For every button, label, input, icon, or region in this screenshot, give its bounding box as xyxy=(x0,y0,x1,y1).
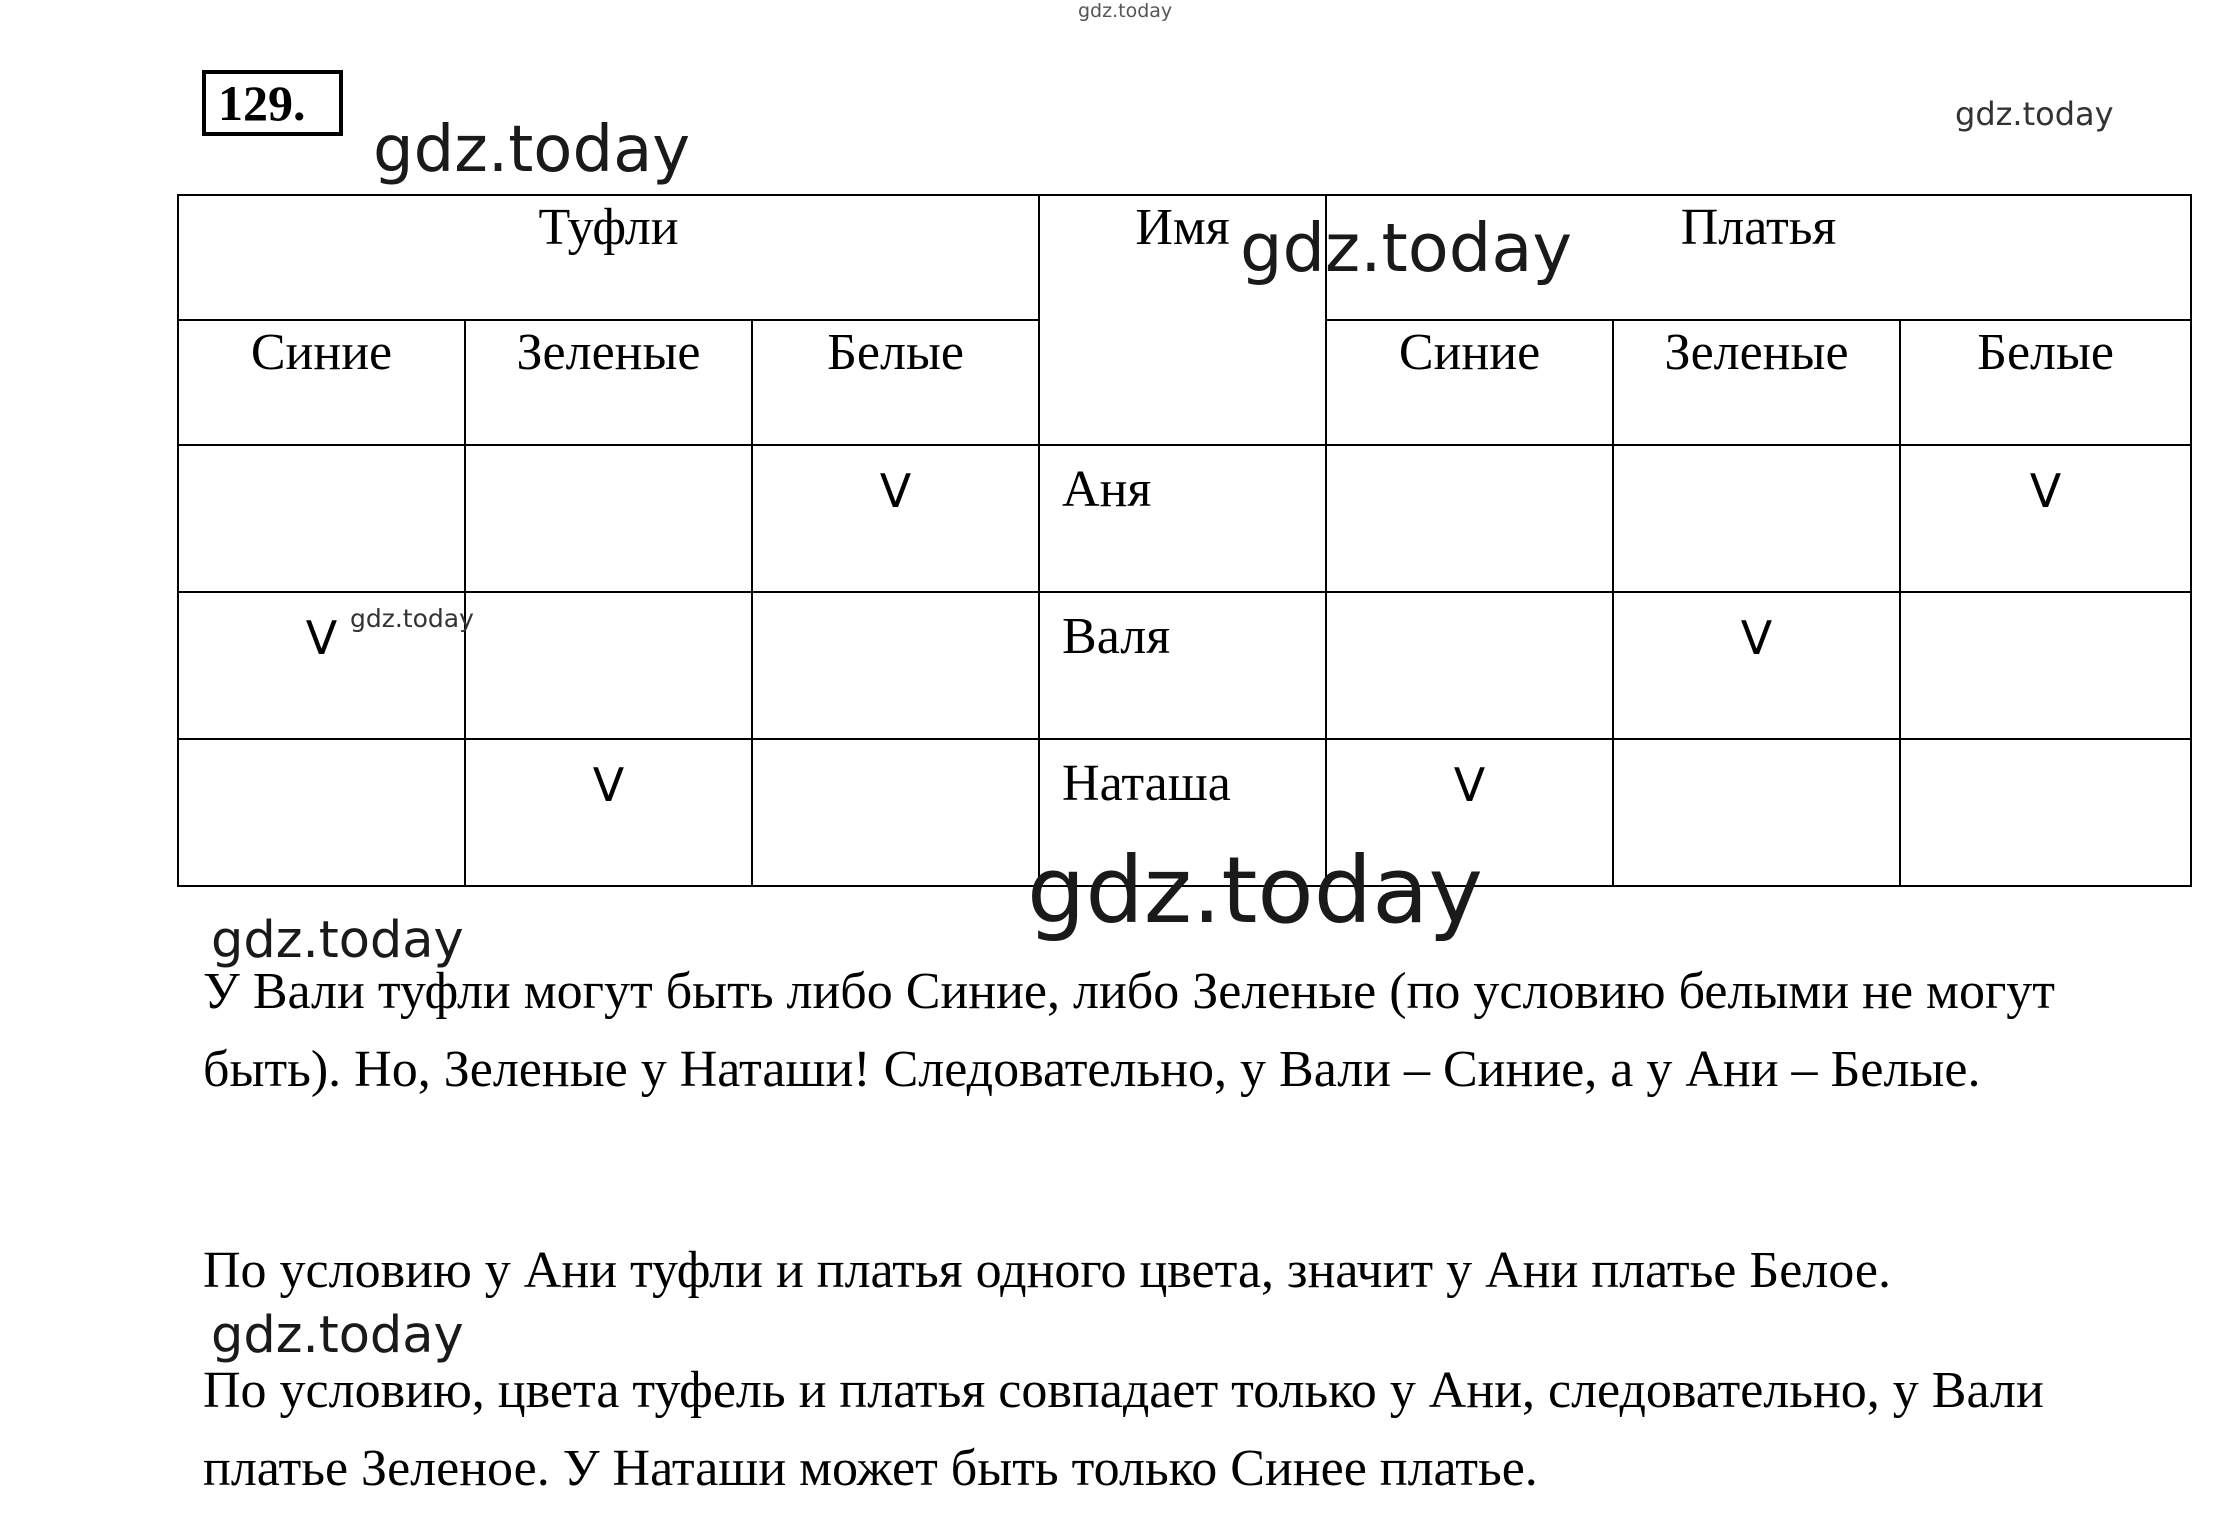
cell-dresses-white xyxy=(1900,592,2191,739)
check-mark: V xyxy=(592,758,625,812)
name-header: Имя xyxy=(1039,195,1326,445)
solution-paragraph-2: По условию у Ани туфли и платья одного цвета, значит у Ани платье Белое. xyxy=(203,1242,1891,1299)
dresses-header: Платья xyxy=(1326,195,2191,320)
row-name: Аня xyxy=(1039,445,1326,592)
cell-shoes-white xyxy=(752,445,1039,592)
cell-shoes-blue xyxy=(178,739,465,886)
watermark: gdz.today xyxy=(373,113,691,187)
shoes-header: Туфли xyxy=(178,195,1039,320)
table-header-row xyxy=(178,195,2191,320)
shoes-color-blue: Синие xyxy=(178,320,465,445)
shoes-color-green: Зеленые xyxy=(465,320,752,445)
watermark-small: gdz.today xyxy=(350,604,474,633)
check-mark: V xyxy=(1740,611,1773,665)
check-mark: V xyxy=(879,464,912,518)
dresses-color-blue: Синие xyxy=(1326,320,1613,445)
cell-shoes-green xyxy=(465,739,752,886)
cell-shoes-white xyxy=(752,739,1039,886)
cell-dresses-white xyxy=(1900,739,2191,886)
cell-dresses-green xyxy=(1613,445,1900,592)
check-mark: V xyxy=(1453,758,1486,812)
watermark: gdz.today xyxy=(211,911,464,970)
check-mark: V xyxy=(2029,464,2062,518)
shoes-color-white: Белые xyxy=(752,320,1039,445)
table-row xyxy=(178,592,2191,739)
solution-paragraph-3: По условию, цвета туфель и платья совпадает только у Ани, следовательно, у Вали платье Зеленое. У Наташи может быть только Синее платье. xyxy=(203,1362,2044,1497)
solution-paragraph-1: У Вали туфли могут быть либо Синие, либо Зеленые (по условию белыми не могут быть). Но, Зеленые у Наташи! Следовательно, у Вали – Синие, а у Ани – Белые. xyxy=(203,963,2055,1098)
watermark: gdz.today xyxy=(1240,209,1573,287)
problem-number: 129. xyxy=(202,70,343,136)
dresses-color-white: Белые xyxy=(1900,320,2191,445)
row-name: Валя xyxy=(1039,592,1326,739)
cell-dresses-green xyxy=(1613,592,1900,739)
dresses-color-green: Зеленые xyxy=(1613,320,1900,445)
cell-dresses-blue xyxy=(1326,445,1613,592)
cell-shoes-blue xyxy=(178,445,465,592)
cell-shoes-green xyxy=(465,445,752,592)
check-mark: V xyxy=(305,611,338,665)
cell-dresses-blue xyxy=(1326,592,1613,739)
watermark: gdz.today xyxy=(211,1306,464,1365)
watermark: gdz.today xyxy=(1027,837,1483,944)
cell-shoes-white xyxy=(752,592,1039,739)
watermark-top: gdz.today xyxy=(1078,0,1173,22)
cell-dresses-green xyxy=(1613,739,1900,886)
cell-dresses-white xyxy=(1900,445,2191,592)
cell-shoes-green xyxy=(465,592,752,739)
answer-table xyxy=(177,194,2192,887)
table-row xyxy=(178,445,2191,592)
row-name: Наташа xyxy=(1039,739,1326,886)
watermark: gdz.today xyxy=(1955,95,2114,133)
